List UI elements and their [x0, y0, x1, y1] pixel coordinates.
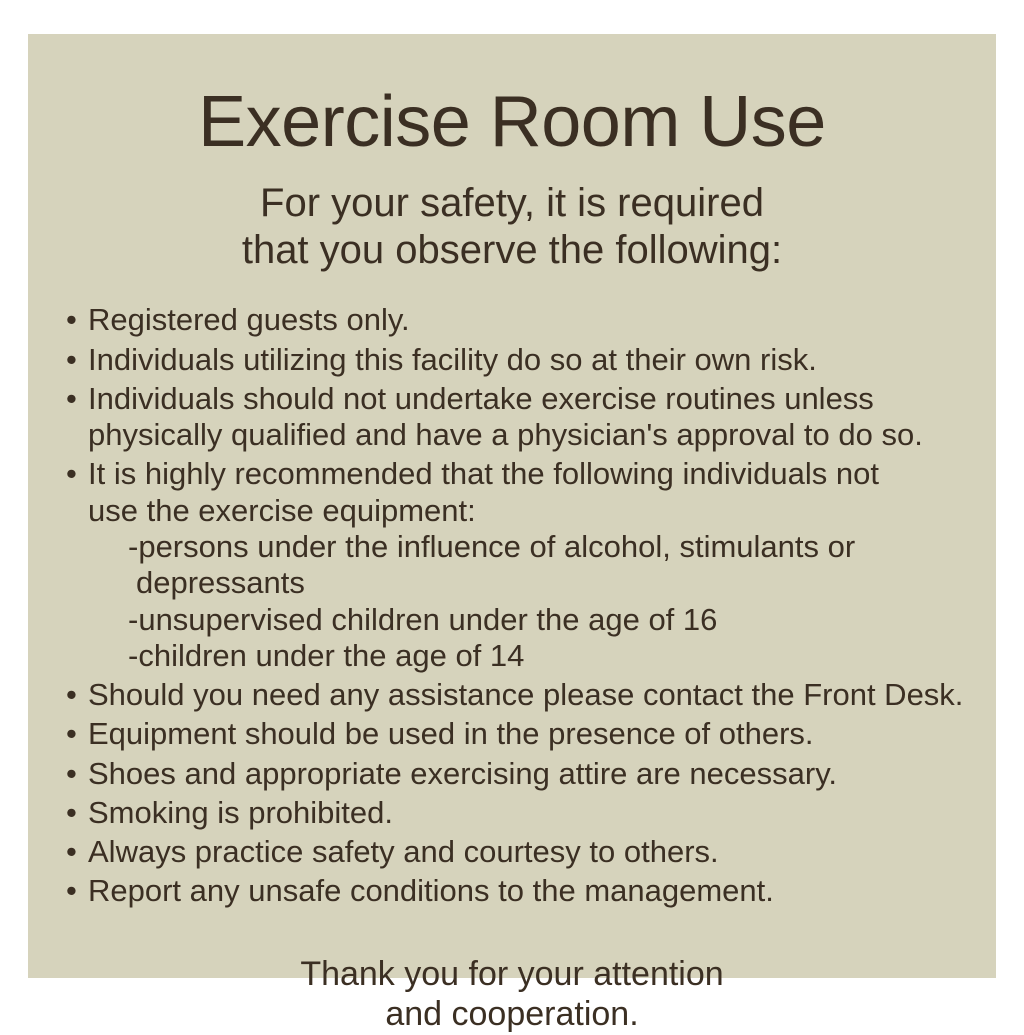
- bullet-icon: •: [66, 716, 77, 752]
- list-item: [66, 677, 972, 713]
- sub-list-item-line-1: -children under the age of 14: [128, 637, 525, 673]
- closing-line-2: and cooperation.: [385, 995, 639, 1034]
- sub-list-item-line-2: depressants: [136, 565, 305, 601]
- list-item: [66, 834, 972, 870]
- bullet-icon: •: [66, 794, 77, 830]
- list-item: [66, 716, 972, 752]
- bullet-icon: •: [66, 456, 77, 492]
- list-item-line-1: Individuals should not undertake exercise routines unless: [88, 380, 874, 416]
- list-item: [66, 456, 972, 674]
- list-item-text: Always practice safety and courtesy to others.: [88, 834, 719, 870]
- list-item-text: [88, 381, 972, 454]
- sub-list-item: [128, 529, 972, 602]
- list-item-text: Report any unsafe conditions to the management.: [88, 873, 774, 909]
- list-item: [66, 873, 972, 909]
- bullet-icon: •: [66, 873, 77, 909]
- list-item: [66, 381, 972, 454]
- list-item-text: Should you need any assistance please contact the Front Desk.: [88, 677, 964, 713]
- list-item-text: Individuals utilizing this facility do so at their own risk.: [88, 341, 817, 377]
- list-item: [66, 302, 972, 338]
- list-item-text: Shoes and appropriate exercising attire are necessary.: [88, 755, 838, 791]
- sign-title: Exercise Room Use: [198, 82, 826, 162]
- rules-list: [28, 302, 996, 909]
- list-item-text: Registered guests only.: [88, 302, 410, 338]
- list-item-line-1: It is highly recommended that the following individuals not: [88, 456, 879, 492]
- closing-message: [28, 954, 996, 1035]
- bullet-icon: •: [66, 755, 77, 791]
- list-item: [66, 756, 972, 792]
- subtitle-line-1: For your safety, it is required: [260, 181, 764, 225]
- bullet-icon: •: [66, 302, 77, 338]
- sub-list-item-line-1: -unsupervised children under the age of 16: [128, 601, 718, 637]
- closing-line-1: Thank you for your attention: [300, 954, 724, 993]
- exercise-room-sign: [28, 34, 996, 1034]
- bullet-icon: •: [66, 677, 77, 713]
- subtitle-line-2: that you observe the following:: [241, 228, 783, 273]
- sign-subtitle: [28, 180, 996, 274]
- bullet-icon: •: [66, 341, 77, 377]
- list-item-text: Equipment should be used in the presence of others.: [88, 716, 814, 752]
- sub-list-item: [128, 602, 972, 638]
- bullet-icon: •: [66, 834, 77, 870]
- bullet-icon: •: [66, 380, 77, 416]
- list-item: [66, 342, 972, 378]
- list-item-text: Smoking is prohibited.: [88, 794, 393, 830]
- list-item-line-2: physically qualified and have a physician's approval to do so.: [88, 417, 923, 453]
- list-item: [66, 795, 972, 831]
- list-item-line-2: use the exercise equipment:: [88, 492, 476, 528]
- sub-list-item-line-1: -persons under the influence of alcohol, stimulants or: [128, 528, 856, 564]
- sub-list-item: [128, 638, 972, 674]
- list-item-text: [88, 456, 972, 674]
